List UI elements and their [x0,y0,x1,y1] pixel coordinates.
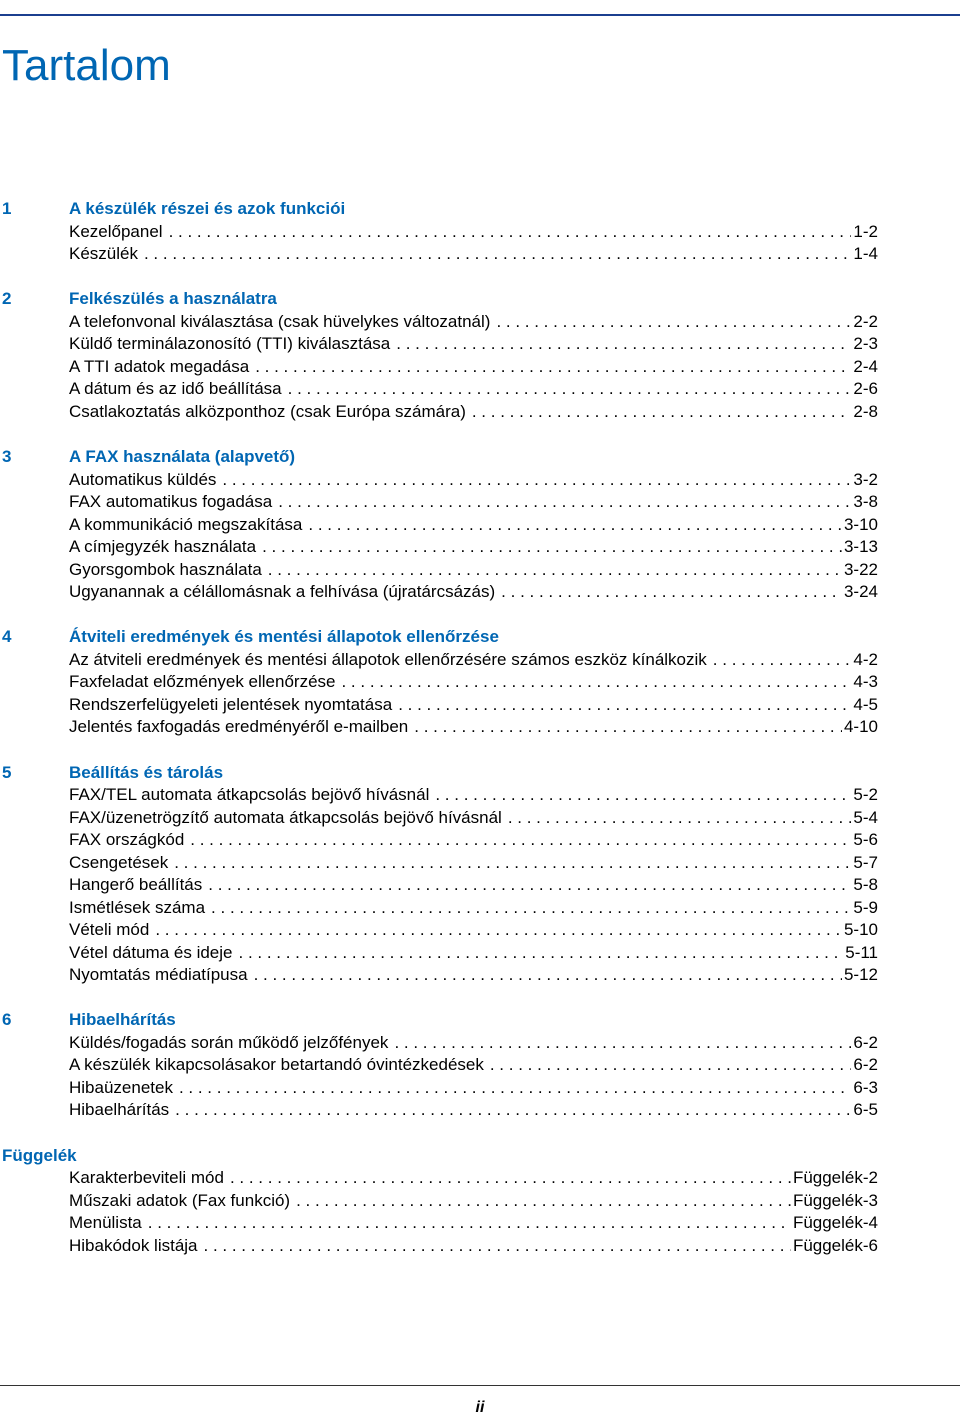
dot-leader [278,491,851,514]
toc-entry-page: 4-2 [853,649,878,669]
chapter-title: Beállítás és tárolás [69,762,224,782]
toc-chapter [0,626,878,739]
toc-entry-title: Menülista [69,1213,142,1233]
toc-entry-page: 5-2 [853,785,878,805]
toc-entry-page: 5-4 [853,807,878,827]
toc-entry-title: FAX/üzenetrögzítő automata átkapcsolás bejövő hívásnál [69,807,502,827]
toc-entry-page: 4-5 [853,694,878,714]
toc-entry-title: A telefonvonal kiválasztása (csak hüvelykes változatnál) [69,311,491,331]
chapter-number: 2 [2,289,12,309]
toc-entry[interactable] [69,964,878,987]
toc-entry[interactable] [69,829,878,852]
toc-entry-title: A készülék kikapcsolásakor betartandó óvintézkedések [69,1055,484,1075]
toc-chapter [0,446,878,604]
toc-entry[interactable] [69,1032,878,1055]
toc-entry[interactable] [69,1167,878,1190]
toc-entry-title: Csatlakoztatás alközponthoz (csak Európa számára) [69,401,466,421]
toc-entry-page: 1-4 [853,244,878,263]
toc-entry-title: Küldés/fogadás során működő jelzőfények [69,1032,389,1052]
dot-leader [308,514,842,537]
toc-entry-title: Készülék [69,244,138,263]
toc-entry[interactable] [69,221,878,244]
toc-entry[interactable] [69,1212,878,1235]
toc-entry-title: Vételi mód [69,920,150,940]
dot-leader [169,221,852,244]
chapter-number: 4 [2,627,12,647]
toc-entry-page: 5-12 [843,965,878,985]
toc-entry[interactable] [69,1099,878,1122]
chapter-number: 6 [2,1010,12,1030]
toc-entry-page: Függelék-2 [792,1168,878,1188]
toc-entry-page: 3-2 [853,469,878,489]
chapter-heading[interactable] [0,198,878,221]
toc-entry-title: Ugyanannak a célállomásnak a felhívása (újratárcsázás) [69,582,496,602]
dot-leader [713,649,852,672]
toc-entry-title: Hibakódok listája [69,1235,198,1255]
toc-entry-page: 6-2 [853,1032,878,1052]
dot-leader [179,1077,851,1100]
toc-entry[interactable] [69,649,878,672]
chapter-number: 3 [2,447,12,467]
toc-entry-page: 3-10 [843,514,878,534]
chapter-number: 1 [2,199,12,218]
toc-entry-page: Függelék-4 [792,1213,878,1233]
toc-entry[interactable] [69,919,878,942]
dot-leader [414,716,842,739]
toc-entry-title: Karakterbeviteli mód [69,1168,224,1188]
toc-entry-page: 3-22 [843,559,878,579]
toc-entry[interactable] [69,581,878,604]
toc-entry[interactable] [69,942,878,965]
toc-entry-page: 4-3 [853,672,878,692]
toc-entry[interactable] [69,852,878,875]
table-of-contents [0,198,878,1257]
toc-entry-page: 2-6 [853,379,878,399]
toc-entry-title: Faxfeladat előzmények ellenőrzése [69,672,336,692]
toc-entry-title: Vétel dátuma és ideje [69,942,233,962]
chapter-title: A FAX használata (alapvető) [69,447,296,467]
dot-leader [496,311,851,334]
dot-leader [501,581,842,604]
dot-leader [204,1235,791,1258]
toc-chapter [0,762,878,987]
dot-leader [230,1167,791,1190]
dot-leader [508,807,852,830]
toc-entry-title: A TTI adatok megadása [69,356,250,376]
toc-entry[interactable] [69,491,878,514]
toc-entry-page: 5-6 [853,830,878,850]
toc-entry-title: FAX/TEL automata átkapcsolás bejövő hívásnál [69,785,430,805]
toc-entry-title: Jelentés faxfogadás eredményéről e-mailben [69,717,409,737]
dot-leader [341,671,851,694]
toc-entry-title: FAX országkód [69,830,185,850]
toc-entry-title: Műszaki adatok (Fax funkció) [69,1190,291,1210]
footer-rule [0,1385,960,1386]
chapter-title: Átviteli eredmények és mentési állapotok ellenőrzése [69,627,499,647]
dot-leader [174,852,851,875]
dot-leader [148,1212,791,1235]
toc-entry-page: 5-10 [843,920,878,940]
dot-leader [288,378,852,401]
toc-entry-page: 1-2 [853,221,878,241]
toc-entry[interactable] [69,356,878,379]
toc-entry[interactable] [69,559,878,582]
toc-entry[interactable] [69,671,878,694]
toc-entry-page: 2-4 [853,356,878,376]
toc-entry[interactable] [69,514,878,537]
toc-entry-title: Az átviteli eredmények és mentési állapotok ellenőrzésére számos eszköz kínálkozik [69,649,707,669]
toc-entry-page: 5-11 [845,942,878,962]
toc-entry[interactable] [69,378,878,401]
toc-entry-title: Kezelőpanel [69,221,163,241]
chapter-title: Hibaelhárítás [69,1010,176,1030]
toc-entry[interactable] [69,1190,878,1213]
toc-entry[interactable] [69,401,878,424]
dot-leader [396,333,851,356]
dot-leader [211,897,851,920]
toc-entry-title: Hangerő beállítás [69,875,203,895]
toc-entry-page: 4-10 [843,717,878,737]
toc-entry[interactable] [69,311,878,334]
dot-leader [144,243,851,266]
dot-leader [262,536,842,559]
toc-entry[interactable] [69,1077,878,1100]
toc-entry[interactable] [69,333,878,356]
toc-entry[interactable] [69,807,878,830]
chapter-heading[interactable] [0,762,878,785]
toc-entry-page: 2-8 [853,401,878,421]
dot-leader [254,964,842,987]
toc-entry[interactable] [69,1235,878,1258]
chapter-title: A készülék részei és azok funkciói [69,199,346,218]
toc-entry-title: Nyomtatás médiatípusa [69,965,248,985]
toc-entry-page: 3-24 [843,582,878,602]
dot-leader [394,1032,851,1055]
dot-leader [296,1190,791,1213]
toc-entry-page: 5-7 [853,852,878,872]
toc-entry-page: Függelék-3 [792,1190,878,1210]
toc-entry-page: 6-3 [853,1077,878,1097]
dot-leader [255,356,851,379]
toc-chapter [0,1145,878,1258]
toc-entry-page: 2-2 [853,311,878,331]
toc-entry-title: Ismétlések száma [69,897,206,917]
dot-leader [435,784,851,807]
toc-entry-title: FAX automatikus fogadása [69,492,273,512]
dot-leader [268,559,842,582]
toc-chapter [0,288,878,423]
toc-entry-title: Automatikus küldés [69,469,217,489]
dot-leader [190,829,851,852]
chapter-title: Függelék [2,1145,77,1165]
toc-entry-page: 6-2 [853,1055,878,1075]
chapter-heading[interactable] [0,446,878,469]
toc-entry-page: 5-9 [853,897,878,917]
toc-entry-page: 6-5 [853,1100,878,1120]
toc-entry[interactable] [69,874,878,897]
toc-entry-title: Rendszerfelügyeleti jelentések nyomtatása [69,694,393,714]
toc-entry-title: Hibaüzenetek [69,1077,173,1097]
dot-leader [208,874,851,897]
toc-entry[interactable] [69,536,878,559]
toc-entry-title: Csengetések [69,852,169,872]
chapter-heading[interactable] [0,1009,878,1032]
toc-entry-page: 2-3 [853,334,878,354]
toc-entry[interactable] [69,1054,878,1077]
chapter-title: Felkészülés a használatra [69,289,277,309]
toc-entry-title: A kommunikáció megszakítása [69,514,303,534]
toc-chapter [0,1009,878,1122]
chapter-number: 5 [2,762,12,782]
toc-entry[interactable] [69,897,878,920]
dot-leader [175,1099,851,1122]
toc-entry-page: 3-13 [843,537,878,557]
dot-leader [398,694,851,717]
dot-leader [222,469,851,492]
dot-leader [239,942,844,965]
toc-entry-title: Gyorsgombok használata [69,559,262,579]
chapter-heading[interactable] [0,1145,878,1168]
chapter-heading[interactable] [0,626,878,649]
toc-entry-title: A címjegyzék használata [69,537,257,557]
page-title: Tartalom [2,41,171,90]
page-number: ii [475,1399,485,1416]
toc-entry[interactable] [69,469,878,492]
toc-chapter [0,198,878,266]
toc-entry[interactable] [69,784,878,807]
toc-entry[interactable] [69,243,878,266]
toc-entry[interactable] [69,694,878,717]
title-rule [0,14,960,16]
dot-leader [472,401,852,424]
toc-entry-page: 5-8 [853,875,878,895]
toc-entry[interactable] [69,716,878,739]
dot-leader [155,919,842,942]
toc-entry-title: A dátum és az idő beállítása [69,379,282,399]
toc-entry-title: Hibaelhárítás [69,1100,170,1120]
toc-entry-title: Küldő terminálazonosító (TTI) kiválasztása [69,334,391,354]
toc-entry-page: 3-8 [853,492,878,512]
dot-leader [490,1054,852,1077]
chapter-heading[interactable] [0,288,878,311]
toc-entry-page: Függelék-6 [792,1235,878,1255]
